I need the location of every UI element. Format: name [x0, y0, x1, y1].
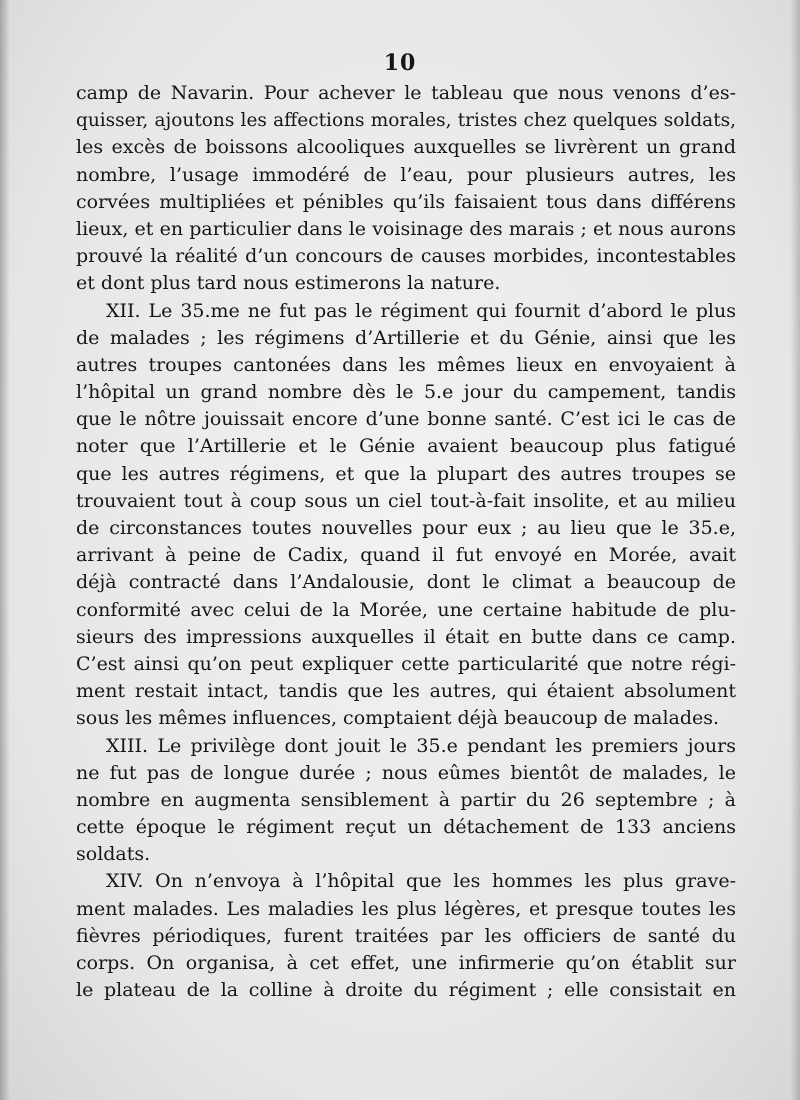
text-line: le plateau de la colline à droite du régiment ; elle consistait en — [76, 979, 736, 1002]
text-line: camp de Navarin. Pour achever le tableau que nous venons d’es- — [76, 82, 736, 104]
text-line: cette époque le régiment reçut un détachement de 133 anciens — [76, 816, 736, 839]
text-line: nombre en augmenta sensiblement à partir du 26 septembre ; à — [76, 788, 736, 811]
text-line: l’hôpital un grand nombre dès le 5.e jour du campement, tandis — [76, 381, 736, 404]
text-line: arrivant à peine de Cadix, quand il fut envoyé en Morée, avait — [76, 544, 736, 567]
text-line: quisser, ajoutons les affections morales, tristes chez quelques soldats, — [76, 110, 736, 132]
text-line: nombre, l’usage immodéré de l’eau, pour plusieurs autres, les — [76, 163, 736, 186]
text-line: corps. On organisa, à cet effet, une infirmerie qu’on établit sur — [76, 952, 736, 974]
text-line: que le nôtre jouissait encore d’une bonne santé. C’est ici le cas de — [76, 408, 736, 431]
text-line: de circonstances toutes nouvelles pour eux ; au lieu que le 35.e, — [76, 517, 736, 539]
text-line: autres troupes cantonées dans les mêmes lieux en envoyaient à — [76, 353, 736, 376]
text-line: conformité avec celui de la Morée, une certaine habitude de plu- — [76, 598, 736, 621]
text-line: ment malades. Les maladies les plus légères, et presque toutes les — [76, 897, 736, 920]
text-line: trouvaient tout à coup sous un ciel tout-à-fait insolite, et au milieu — [76, 489, 736, 512]
text-line: lieux, et en particulier dans le voisinage des marais ; et nous aurons — [76, 217, 736, 240]
section-xiv-first-line: XIV. On n’envoya à l’hôpital que les hommes les plus grave- — [106, 870, 736, 893]
paragraph-last-line: sous les mêmes influences, comptaient déjà beaucoup de malades. — [76, 707, 720, 730]
text-line: fièvres périodiques, furent traitées par les officiers de santé du — [76, 924, 736, 947]
page-edge-shadow-right — [790, 0, 800, 1100]
text-line: C’est ainsi qu’on peut expliquer cette particularité que notre régi- — [76, 652, 736, 675]
page-number: 10 — [383, 50, 417, 76]
page-edge-shadow-left — [0, 0, 10, 1100]
paragraph-last-line: soldats. — [76, 843, 151, 866]
text-line: déjà contracté dans l’Andalousie, dont le climat a beaucoup de — [76, 571, 736, 594]
text-line: noter que l’Artillerie et le Génie avaient beaucoup plus fatigué — [76, 435, 736, 458]
section-xii-first-line: XII. Le 35.me ne fut pas le régiment qui fournit d’abord le plus — [106, 299, 736, 322]
text-line: ne fut pas de longue durée ; nous eûmes bientôt de malades, le — [76, 761, 736, 784]
text-line: ment restait intact, tandis que les autres, qui étaient absolument — [76, 680, 736, 703]
text-line: de malades ; les régimens d’Artillerie et du Génie, ainsi que les — [76, 326, 736, 349]
text-line: que les autres régimens, et que la plupart des autres troupes se — [76, 462, 736, 485]
text-line: prouvé la réalité d’un concours de causes morbides, incontestables — [76, 245, 736, 268]
text-line: sieurs des impressions auxquelles il était en butte dans ce camp. — [76, 625, 736, 648]
text-line: les excès de boissons alcooliques auxquelles se livrèrent un grand — [76, 136, 736, 159]
text-line: corvées multipliées et pénibles qu’ils faisaient tous dans différens — [76, 190, 736, 213]
paragraph-last-line: et dont plus tard nous estimerons la nature. — [76, 272, 501, 295]
body-text — [76, 80, 736, 1004]
section-xiii-first-line: XIII. Le privilège dont jouit le 35.e pendant les premiers jours — [106, 734, 736, 757]
